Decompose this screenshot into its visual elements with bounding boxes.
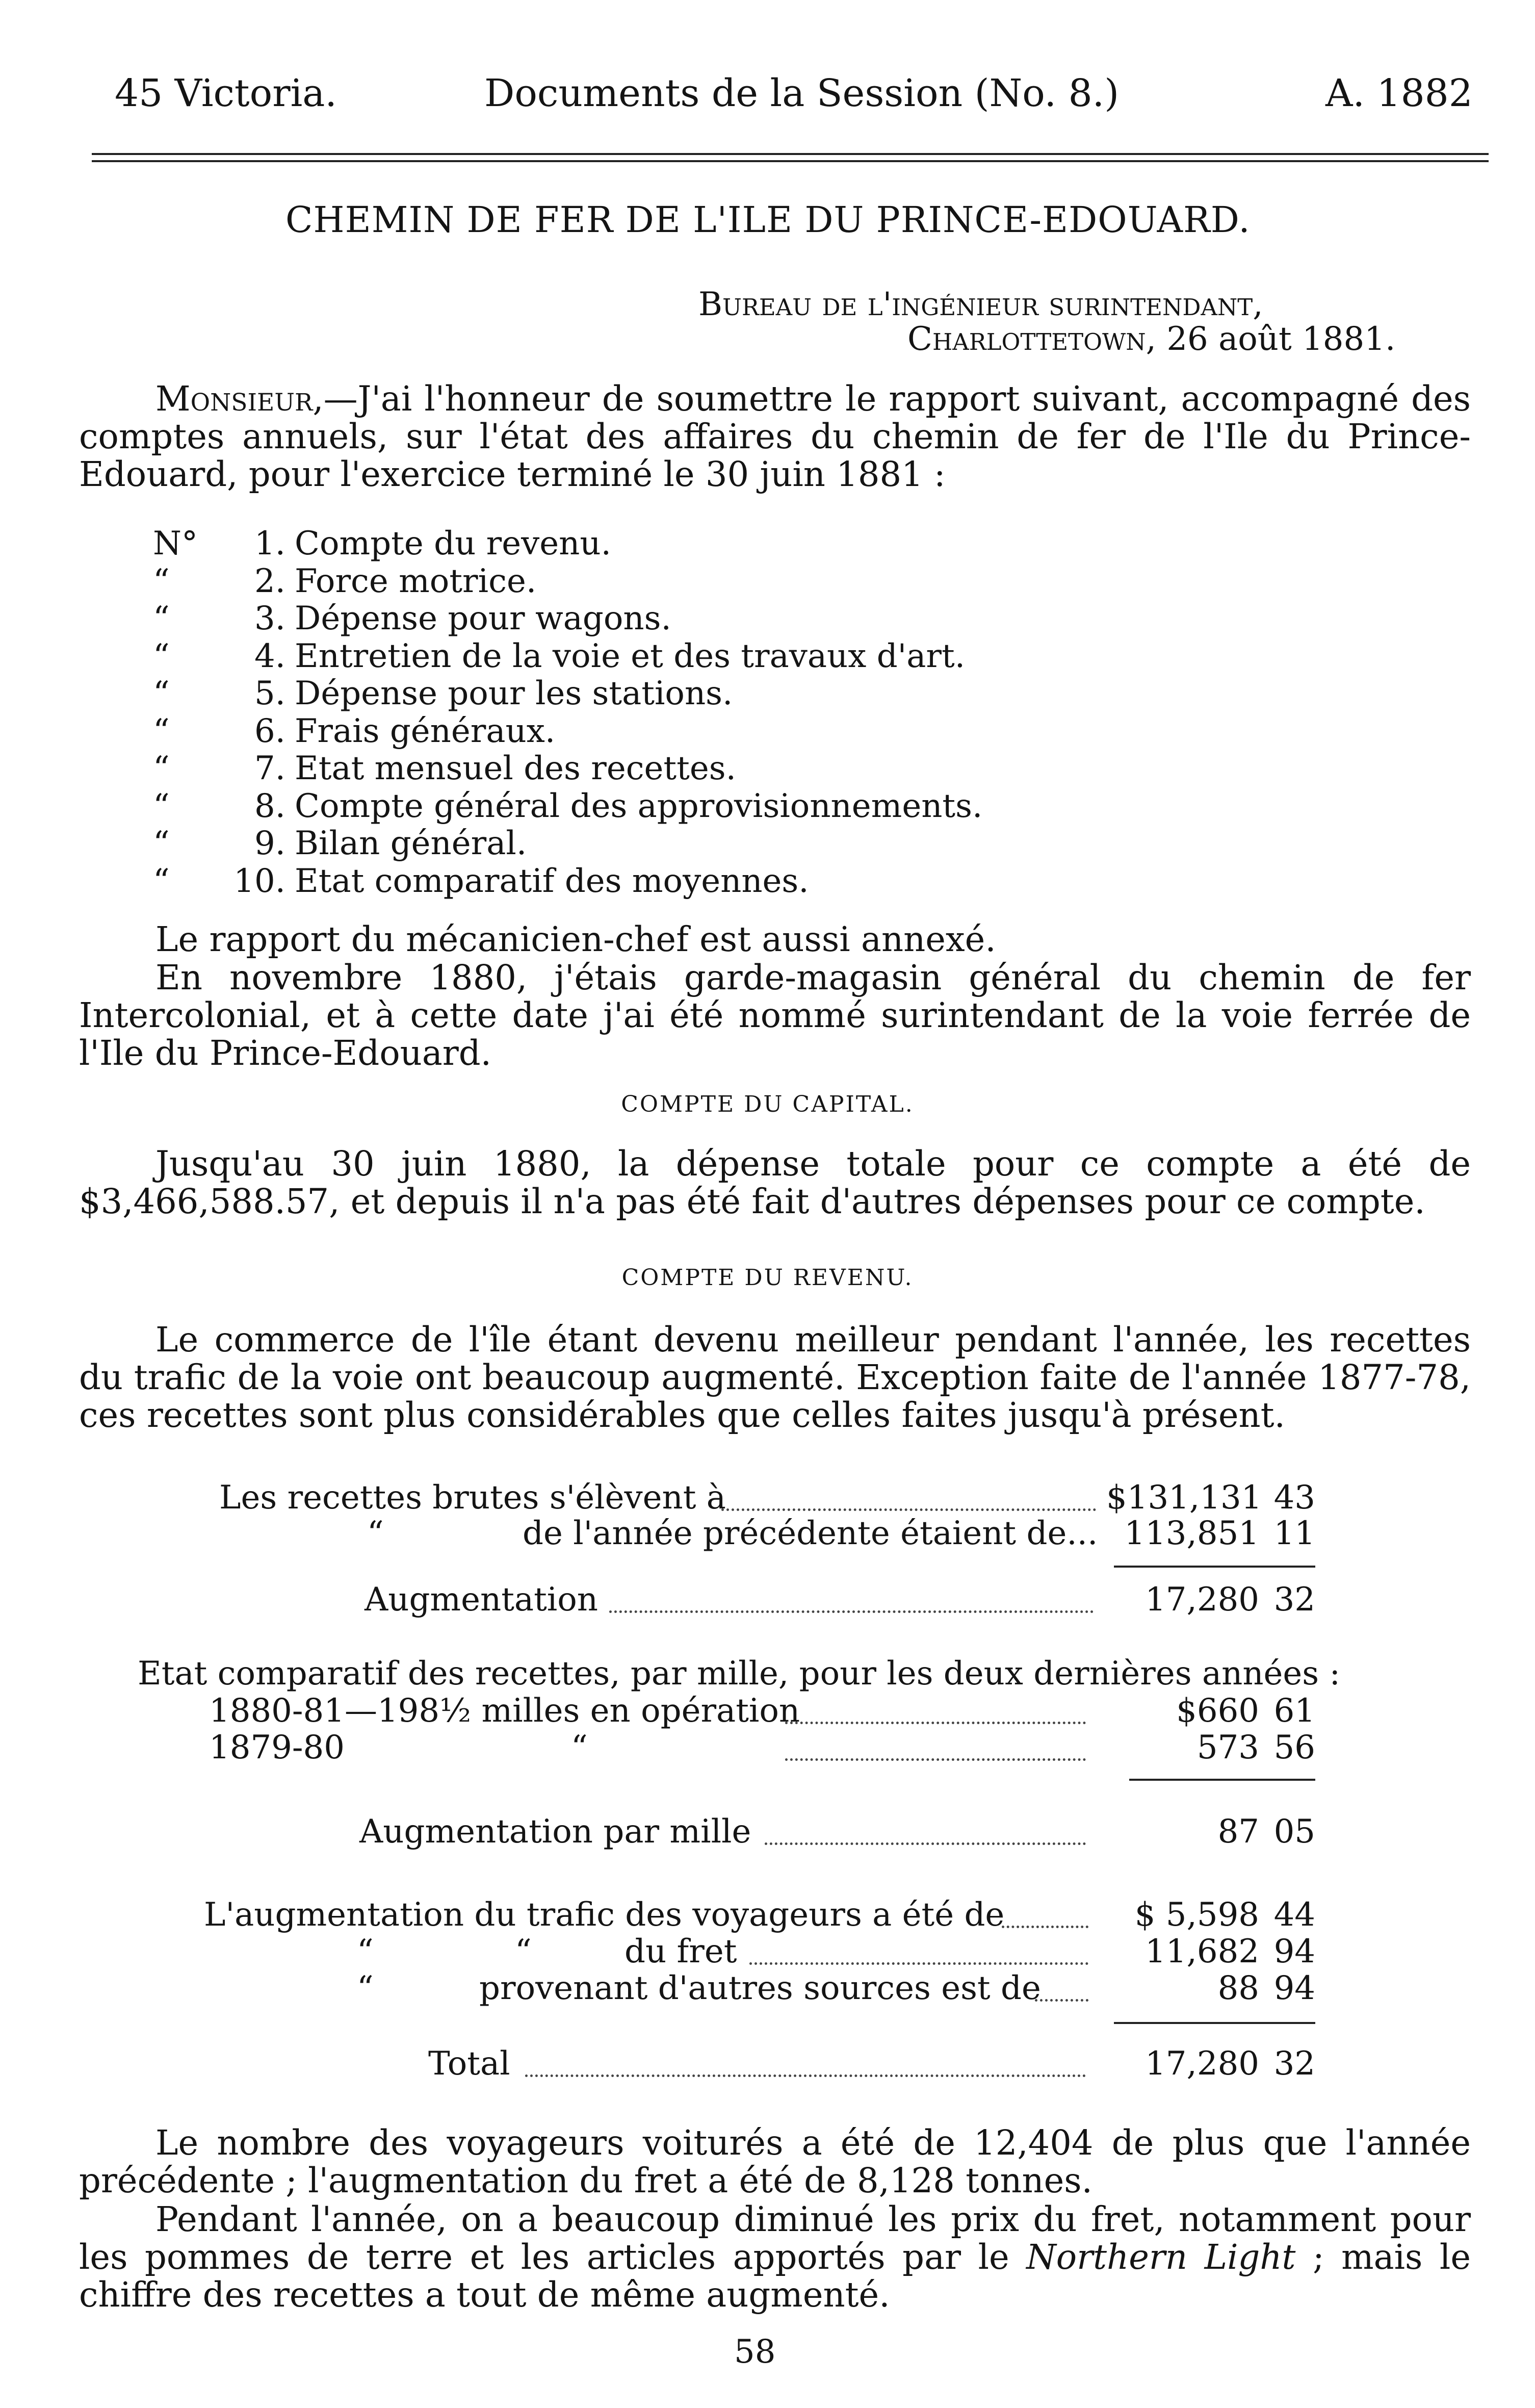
header-center: Documents de la Session (No. 8.): [484, 71, 1120, 115]
intro-text: —J'ai l'honneur de soumettre le rapport suivant, accompagné des comptes annuels, sur l'état des affaires du chemin de fer de l'Ile du Prince-Edouard, pour l'exercice terminé le 30 juin 1881 :: [79, 379, 1471, 494]
t2-row1-leader: [785, 1722, 1086, 1724]
address-line-1: Bureau de l'ingénieur surintendant,: [698, 286, 1263, 323]
t3-total-label: Total: [428, 2045, 510, 2083]
t3-row2-leader: [749, 1962, 1088, 1965]
page-title: CHEMIN DE FER DE L'ILE DU PRINCE-EDOUARD.: [285, 199, 1251, 241]
t2-row1-amount: $660: [1176, 1692, 1259, 1730]
t1-row3-leader: [609, 1610, 1094, 1613]
address-date: 26 août 1881.: [1166, 320, 1396, 358]
revenue-paragraph: Le commerce de l'île étant devenu meilleur pendant l'année, les recettes du trafic de la voie ont beaucoup augmenté. Exception faite de l'année 1877-78, ces recettes sont plus considérables que celles faites jusqu'à présent.: [79, 1320, 1471, 1435]
list-item: “ 2. Force motrice.: [153, 562, 537, 600]
freight-price-paragraph: Pendant l'année, on a beaucoup diminué les prix du fret, notamment pour les pommes de terre et les articles apportés par le Northern Light ; mais le chiffre des recettes a tout de même augmenté.: [79, 2199, 1471, 2315]
t1-row3-amount: 17,280: [1145, 1581, 1259, 1619]
list-item: N° 1. Compte du revenu.: [153, 525, 611, 562]
t2-row2-amount: 573: [1196, 1729, 1259, 1766]
t1-row2-label: de l'année précédente étaient de...: [523, 1515, 1098, 1552]
t2-row2-ditto: “: [571, 1729, 588, 1766]
t3-total-amount: 17,280: [1145, 2045, 1259, 2083]
t1-row2-amount: 113,851: [1124, 1515, 1259, 1552]
address-line-2: [907, 320, 1395, 358]
t3-row2-ditto-2: “: [515, 1933, 532, 1970]
t1-sum-line: [1114, 1566, 1315, 1568]
capital-heading: COMPTE DU CAPITAL.: [621, 1091, 914, 1117]
ship-name: Northern Light: [1026, 2237, 1296, 2277]
t2-row1-cents: 61: [1273, 1692, 1315, 1730]
t1-row2-cents: 11: [1273, 1515, 1315, 1552]
t1-row1-amount: $131,131: [1106, 1479, 1262, 1517]
t3-row1-label: L'augmentation du trafic des voyageurs a été de: [204, 1896, 1005, 1934]
salutation: Monsieur,: [155, 379, 324, 419]
list-item: “ 10. Etat comparatif des moyennes.: [153, 862, 809, 900]
november-paragraph: En novembre 1880, j'étais garde-magasin général du chemin de fer Intercolonial, et à cette date j'ai été nommé surintendant de la voie ferrée de l'Ile du Prince-Edouard.: [79, 958, 1471, 1073]
capital-paragraph: Jusqu'au 30 juin 1880, la dépense totale pour ce compte a été de $3,466,588.57, et depuis il n'a pas été fait d'autres dépenses pour ce compte.: [79, 1144, 1471, 1221]
annex-paragraph: Le rapport du mécanicien-chef est aussi annexé.: [155, 919, 996, 959]
list-item: “ 7. Etat mensuel des recettes.: [153, 750, 736, 787]
header-rule-bottom: [92, 160, 1489, 162]
t3-row2-amount: 11,682: [1145, 1933, 1259, 1970]
t3-row2-ditto-1: “: [357, 1933, 374, 1970]
list-item: “ 8. Compte général des approvisionnements.: [153, 787, 983, 825]
intro-paragraph: [79, 380, 1471, 493]
header-left: 45 Victoria.: [115, 71, 337, 115]
list-item: “ 4. Entretien de la voie et des travaux d'art.: [153, 637, 966, 675]
t2-intro: Etat comparatif des recettes, par mille, pour les deux dernières années :: [138, 1655, 1341, 1693]
t3-row3-amount: 88: [1217, 1969, 1259, 2007]
passengers-paragraph: Le nombre des voyageurs voiturés a été de 12,404 de plus que l'année précédente ; l'augmentation du fret a été de 8,128 tonnes.: [79, 2123, 1471, 2200]
t3-row3-leader: [1035, 1999, 1088, 2002]
t1-row2-ditto: “: [367, 1515, 384, 1552]
list-item: “ 5. Dépense pour les stations.: [153, 675, 733, 712]
t2-sum-line: [1129, 1779, 1315, 1781]
t1-row1-label: Les recettes brutes s'élèvent à: [219, 1479, 726, 1517]
t3-sum-line: [1114, 2022, 1315, 2024]
t3-row2-label: du fret: [625, 1933, 737, 1970]
t3-total-leader: [525, 2074, 1086, 2077]
t2-row3-label: Augmentation par mille: [359, 1813, 751, 1851]
page-number: 58: [734, 2333, 776, 2371]
t3-row3-cents: 94: [1273, 1969, 1315, 2007]
t2-row2-label: 1879-80: [209, 1729, 345, 1766]
t3-row2-cents: 94: [1273, 1933, 1315, 1970]
address-place: Charlottetown,: [907, 320, 1156, 358]
t2-row3-cents: 05: [1273, 1813, 1315, 1851]
t3-row1-cents: 44: [1273, 1896, 1315, 1934]
t3-row1-leader: [1002, 1926, 1088, 1928]
t1-row1-leader: [721, 1508, 1096, 1511]
t1-row1-cents: 43: [1273, 1479, 1315, 1517]
t3-row3-ditto: “: [357, 1969, 374, 2007]
t1-row3-label: Augmentation: [365, 1581, 598, 1619]
t2-row3-leader: [765, 1842, 1086, 1845]
t3-row3-label: provenant d'autres sources est de: [479, 1969, 1041, 2007]
list-item: “ 9. Bilan général.: [153, 825, 527, 862]
list-item: “ 3. Dépense pour wagons.: [153, 600, 671, 637]
t2-row3-amount: 87: [1217, 1813, 1259, 1851]
t1-row3-cents: 32: [1273, 1581, 1315, 1619]
t2-row1-label: 1880-81—198½ milles en opération: [209, 1692, 800, 1730]
t2-row2-leader: [785, 1758, 1086, 1761]
list-item: “ 6. Frais généraux.: [153, 712, 556, 750]
header-right: A. 1882: [1325, 71, 1473, 115]
t3-row1-amount: $ 5,598: [1134, 1896, 1259, 1934]
header-rule-top: [92, 153, 1489, 155]
revenue-heading: COMPTE DU REVENU.: [621, 1265, 914, 1291]
enclosure-list: [153, 525, 982, 900]
t2-row2-cents: 56: [1273, 1729, 1315, 1766]
t3-total-cents: 32: [1273, 2045, 1315, 2083]
